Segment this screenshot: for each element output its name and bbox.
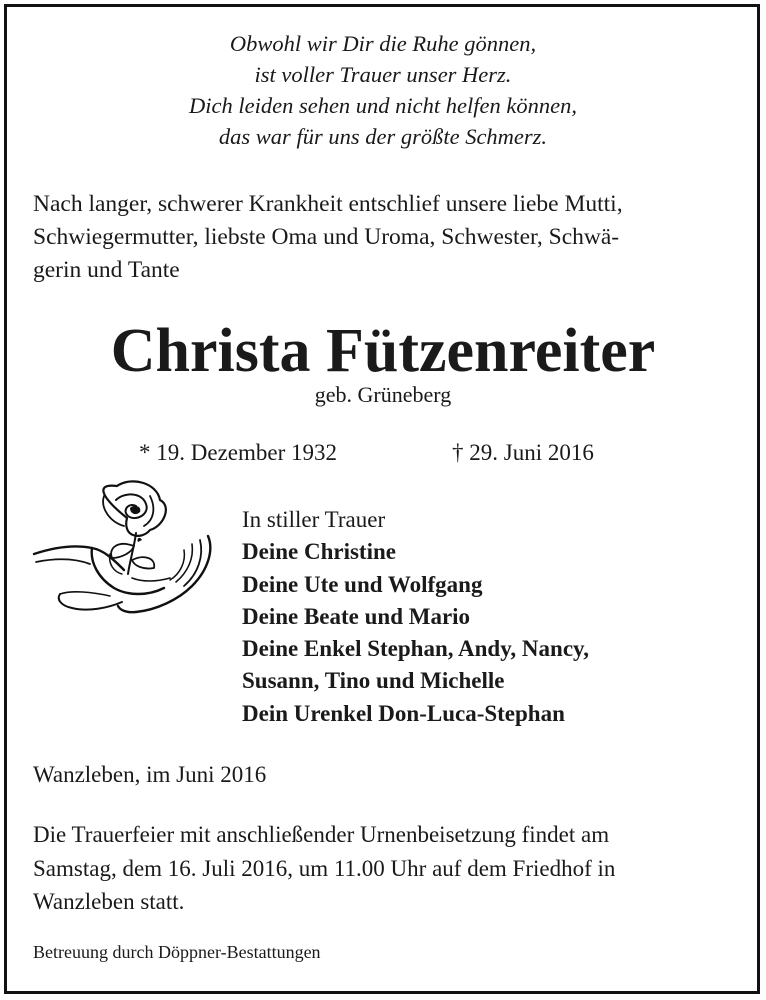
mourners-heading: In stiller Trauer [242,507,386,532]
deceased-name: Christa Fützenreiter [110,317,656,385]
place-date: Wanzleben, im Juni 2016 [33,762,267,787]
intro-line: Nach langer, schwerer Krankheit entschlief unsere liebe Mutti, [33,191,623,217]
intro-line: Schwiegermutter, liebste Oma und Uroma, Schwester, Schwä- [33,224,620,250]
poem-line: Obwohl wir Dir die Ruhe gönnen, [229,31,537,56]
mourner-line: Deine Christine [242,539,396,565]
poem-line: Dich leiden sehen und nicht helfen können, [188,93,577,118]
poem [0,28,766,152]
mourners [242,504,589,730]
poem-line: das war für uns der größte Schmerz. [218,124,548,149]
intro-line: gerin und Tante [33,257,180,283]
intro-text [33,188,743,287]
service-line: Die Trauerfeier mit anschließender Urnenbeisetzung findet am [33,822,610,847]
maiden-name: geb. Grüneberg [314,382,452,407]
mourner-line: Deine Ute und Wolfgang [242,571,483,597]
service-line: Samstag, dem 16. Juli 2016, um 11.00 Uhr auf dem Friedhof in [33,855,616,881]
death-date: † 29. Juni 2016 [452,440,594,465]
undertaker-note: Betreuung durch Döppner-Bestattungen [33,942,321,962]
mourner-line: Deine Enkel Stephan, Andy, Nancy, [242,636,590,662]
poem-line: ist voller Trauer unser Herz. [254,62,512,87]
mourner-line: Deine Beate und Mario [242,603,471,629]
birth-date: * 19. Dezember 1932 [139,440,337,465]
mourner-line: Dein Urenkel Don-Luca-Stephan [242,700,565,726]
funeral-service-text [33,818,748,919]
rose-in-hands-icon [32,478,217,636]
mourner-line: Susann, Tino und Michelle [242,668,505,694]
service-line: Wanzleben statt. [33,889,185,914]
